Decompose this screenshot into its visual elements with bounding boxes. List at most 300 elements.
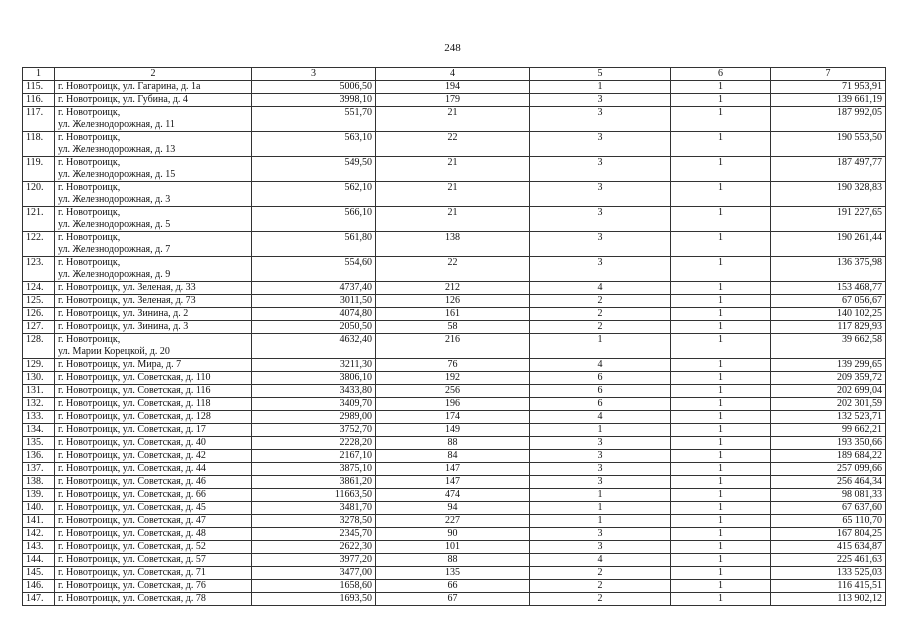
col6-cell: 1 <box>671 450 771 463</box>
area-cell: 3977,20 <box>252 554 376 567</box>
col5-cell: 1 <box>530 502 671 515</box>
table-row <box>23 182 886 207</box>
count-cell: 174 <box>376 411 530 424</box>
table-row <box>23 359 886 372</box>
col5-cell: 3 <box>530 94 671 107</box>
address-line-1: г. Новотроицк, ул. Зеленая, д. 73 <box>58 295 196 306</box>
col6-cell: 1 <box>671 132 771 157</box>
table-row <box>23 372 886 385</box>
col6-cell: 1 <box>671 308 771 321</box>
address-cell <box>55 321 252 334</box>
col6-cell: 1 <box>671 593 771 606</box>
col-header-3: 3 <box>252 68 376 81</box>
col5-cell: 1 <box>530 489 671 502</box>
col-header-4: 4 <box>376 68 530 81</box>
area-cell: 551,70 <box>252 107 376 132</box>
table-row <box>23 580 886 593</box>
address-line-1: г. Новотроицк, ул. Зинина, д. 2 <box>58 308 189 319</box>
count-cell: 212 <box>376 282 530 295</box>
area-cell: 2989,00 <box>252 411 376 424</box>
row-number: 122. <box>23 232 55 257</box>
address-cell <box>55 515 252 528</box>
row-number: 134. <box>23 424 55 437</box>
amount-cell: 67 637,60 <box>771 502 886 515</box>
amount-cell: 113 902,12 <box>771 593 886 606</box>
table-row <box>23 489 886 502</box>
count-cell: 66 <box>376 580 530 593</box>
area-cell: 5006,50 <box>252 81 376 94</box>
address-line-1: г. Новотроицк, ул. Советская, д. 47 <box>58 515 206 526</box>
address-line-1: г. Новотроицк, ул. Советская, д. 45 <box>58 502 206 513</box>
col6-cell: 1 <box>671 502 771 515</box>
table-row <box>23 554 886 567</box>
address-line-2: ул. Железнодорожная, д. 5 <box>58 219 171 230</box>
col6-cell: 1 <box>671 321 771 334</box>
col6-cell: 1 <box>671 81 771 94</box>
count-cell: 94 <box>376 502 530 515</box>
table-row <box>23 321 886 334</box>
amount-cell: 167 804,25 <box>771 528 886 541</box>
table-row <box>23 107 886 132</box>
area-cell: 1658,60 <box>252 580 376 593</box>
row-number: 141. <box>23 515 55 528</box>
count-cell: 22 <box>376 132 530 157</box>
address-line-1: г. Новотроицк, ул. Советская, д. 17 <box>58 424 206 435</box>
row-number: 123. <box>23 257 55 282</box>
amount-cell: 189 684,22 <box>771 450 886 463</box>
count-cell: 21 <box>376 207 530 232</box>
col5-cell: 4 <box>530 359 671 372</box>
row-number: 138. <box>23 476 55 489</box>
count-cell: 161 <box>376 308 530 321</box>
col5-cell: 3 <box>530 437 671 450</box>
table-row <box>23 157 886 182</box>
address-line-1: г. Новотроицк, <box>58 157 121 168</box>
area-cell: 3998,10 <box>252 94 376 107</box>
row-number: 118. <box>23 132 55 157</box>
address-cell <box>55 567 252 580</box>
col5-cell: 2 <box>530 593 671 606</box>
count-cell: 135 <box>376 567 530 580</box>
amount-cell: 98 081,33 <box>771 489 886 502</box>
row-number: 131. <box>23 385 55 398</box>
address-line-1: г. Новотроицк, <box>58 132 121 143</box>
address-cell <box>55 295 252 308</box>
col6-cell: 1 <box>671 207 771 232</box>
col5-cell: 4 <box>530 554 671 567</box>
area-cell: 3011,50 <box>252 295 376 308</box>
row-number: 135. <box>23 437 55 450</box>
col-header-1: 1 <box>23 68 55 81</box>
col6-cell: 1 <box>671 580 771 593</box>
row-number: 126. <box>23 308 55 321</box>
address-cell <box>55 232 252 257</box>
amount-cell: 190 261,44 <box>771 232 886 257</box>
count-cell: 256 <box>376 385 530 398</box>
address-line-1: г. Новотроицк, ул. Губина, д. 4 <box>58 94 188 105</box>
area-cell: 549,50 <box>252 157 376 182</box>
col-header-2: 2 <box>55 68 252 81</box>
table-row <box>23 308 886 321</box>
address-cell <box>55 282 252 295</box>
amount-cell: 202 699,04 <box>771 385 886 398</box>
address-line-1: г. Новотроицк, ул. Советская, д. 44 <box>58 463 206 474</box>
count-cell: 138 <box>376 232 530 257</box>
address-cell <box>55 476 252 489</box>
table-row <box>23 295 886 308</box>
col5-cell: 2 <box>530 321 671 334</box>
address-cell <box>55 502 252 515</box>
col5-cell: 3 <box>530 132 671 157</box>
row-number: 124. <box>23 282 55 295</box>
address-cell <box>55 372 252 385</box>
address-line-1: г. Новотроицк, ул. Советская, д. 71 <box>58 567 206 578</box>
row-number: 146. <box>23 580 55 593</box>
address-cell <box>55 257 252 282</box>
page-number: 248 <box>444 42 461 54</box>
count-cell: 179 <box>376 94 530 107</box>
col5-cell: 1 <box>530 334 671 359</box>
amount-cell: 202 301,59 <box>771 398 886 411</box>
col5-cell: 3 <box>530 450 671 463</box>
row-number: 142. <box>23 528 55 541</box>
col6-cell: 1 <box>671 567 771 580</box>
address-line-2: ул. Железнодорожная, д. 7 <box>58 244 171 255</box>
count-cell: 149 <box>376 424 530 437</box>
col6-cell: 1 <box>671 385 771 398</box>
address-cell <box>55 554 252 567</box>
table-row <box>23 528 886 541</box>
table-row <box>23 207 886 232</box>
table-row <box>23 411 886 424</box>
col6-cell: 1 <box>671 372 771 385</box>
col6-cell: 1 <box>671 515 771 528</box>
col5-cell: 6 <box>530 385 671 398</box>
address-line-1: г. Новотроицк, ул. Зинина, д. 3 <box>58 321 189 332</box>
col6-cell: 1 <box>671 232 771 257</box>
address-line-1: г. Новотроицк, <box>58 257 121 268</box>
table-row <box>23 132 886 157</box>
count-cell: 192 <box>376 372 530 385</box>
table-row <box>23 593 886 606</box>
count-cell: 88 <box>376 554 530 567</box>
col5-cell: 6 <box>530 398 671 411</box>
address-cell <box>55 593 252 606</box>
address-cell <box>55 437 252 450</box>
address-line-1: г. Новотроицк, <box>58 232 121 243</box>
amount-cell: 225 461,63 <box>771 554 886 567</box>
count-cell: 90 <box>376 528 530 541</box>
area-cell: 4632,40 <box>252 334 376 359</box>
area-cell: 3875,10 <box>252 463 376 476</box>
amount-cell: 191 227,65 <box>771 207 886 232</box>
table-row <box>23 94 886 107</box>
col6-cell: 1 <box>671 528 771 541</box>
row-number: 117. <box>23 107 55 132</box>
col6-cell: 1 <box>671 107 771 132</box>
count-cell: 147 <box>376 476 530 489</box>
address-line-1: г. Новотроицк, ул. Советская, д. 76 <box>58 580 206 591</box>
area-cell: 554,60 <box>252 257 376 282</box>
table-row <box>23 81 886 94</box>
address-cell <box>55 489 252 502</box>
col-header-7: 7 <box>771 68 886 81</box>
address-cell <box>55 94 252 107</box>
col6-cell: 1 <box>671 334 771 359</box>
table-row <box>23 334 886 359</box>
col6-cell: 1 <box>671 182 771 207</box>
table-row <box>23 502 886 515</box>
row-number: 129. <box>23 359 55 372</box>
amount-cell: 190 328,83 <box>771 182 886 207</box>
count-cell: 147 <box>376 463 530 476</box>
address-line-1: г. Новотроицк, ул. Советская, д. 46 <box>58 476 206 487</box>
amount-cell: 256 464,34 <box>771 476 886 489</box>
amount-cell: 257 099,66 <box>771 463 886 476</box>
address-cell <box>55 398 252 411</box>
table-row <box>23 257 886 282</box>
table-row <box>23 437 886 450</box>
col5-cell: 6 <box>530 372 671 385</box>
col6-cell: 1 <box>671 463 771 476</box>
address-line-2: ул. Железнодорожная, д. 11 <box>58 119 175 130</box>
row-number: 119. <box>23 157 55 182</box>
address-cell <box>55 541 252 554</box>
col6-cell: 1 <box>671 257 771 282</box>
col6-cell: 1 <box>671 295 771 308</box>
amount-cell: 67 056,67 <box>771 295 886 308</box>
table-row <box>23 232 886 257</box>
table-row <box>23 398 886 411</box>
address-cell <box>55 207 252 232</box>
col5-cell: 3 <box>530 107 671 132</box>
address-cell <box>55 107 252 132</box>
col5-cell: 4 <box>530 411 671 424</box>
area-cell: 3481,70 <box>252 502 376 515</box>
address-line-2: ул. Железнодорожная, д. 3 <box>58 194 171 205</box>
col6-cell: 1 <box>671 157 771 182</box>
amount-cell: 190 553,50 <box>771 132 886 157</box>
address-line-1: г. Новотроицк, ул. Советская, д. 66 <box>58 489 206 500</box>
count-cell: 227 <box>376 515 530 528</box>
col5-cell: 3 <box>530 463 671 476</box>
area-cell: 3806,10 <box>252 372 376 385</box>
address-cell <box>55 182 252 207</box>
row-number: 132. <box>23 398 55 411</box>
col6-cell: 1 <box>671 541 771 554</box>
address-cell <box>55 157 252 182</box>
area-cell: 1693,50 <box>252 593 376 606</box>
count-cell: 474 <box>376 489 530 502</box>
area-cell: 566,10 <box>252 207 376 232</box>
amount-cell: 99 662,21 <box>771 424 886 437</box>
address-line-1: г. Новотроицк, <box>58 207 121 218</box>
col6-cell: 1 <box>671 398 771 411</box>
row-number: 143. <box>23 541 55 554</box>
area-cell: 4074,80 <box>252 308 376 321</box>
col5-cell: 3 <box>530 182 671 207</box>
col5-cell: 3 <box>530 541 671 554</box>
row-number: 128. <box>23 334 55 359</box>
address-cell <box>55 424 252 437</box>
address-line-1: г. Новотроицк, ул. Мира, д. 7 <box>58 359 182 370</box>
address-line-1: г. Новотроицк, ул. Гагарина, д. 1а <box>58 81 201 92</box>
col5-cell: 3 <box>530 232 671 257</box>
address-cell <box>55 334 252 359</box>
address-cell <box>55 308 252 321</box>
table-row <box>23 567 886 580</box>
address-line-1: г. Новотроицк, <box>58 107 121 118</box>
housing-table <box>22 67 886 606</box>
address-line-1: г. Новотроицк, ул. Советская, д. 78 <box>58 593 206 604</box>
address-line-2: ул. Железнодорожная, д. 13 <box>58 144 176 155</box>
count-cell: 88 <box>376 437 530 450</box>
col5-cell: 1 <box>530 81 671 94</box>
count-cell: 21 <box>376 157 530 182</box>
address-cell <box>55 580 252 593</box>
area-cell: 562,10 <box>252 182 376 207</box>
address-cell <box>55 450 252 463</box>
row-number: 133. <box>23 411 55 424</box>
col6-cell: 1 <box>671 554 771 567</box>
address-line-1: г. Новотроицк, ул. Советская, д. 57 <box>58 554 206 565</box>
area-cell: 3278,50 <box>252 515 376 528</box>
col-header-5: 5 <box>530 68 671 81</box>
area-cell: 3477,00 <box>252 567 376 580</box>
amount-cell: 132 523,71 <box>771 411 886 424</box>
area-cell: 3752,70 <box>252 424 376 437</box>
address-line-1: г. Новотроицк, ул. Советская, д. 128 <box>58 411 211 422</box>
col5-cell: 1 <box>530 515 671 528</box>
count-cell: 194 <box>376 81 530 94</box>
address-line-1: г. Новотроицк, <box>58 334 121 345</box>
amount-cell: 140 102,25 <box>771 308 886 321</box>
address-line-1: г. Новотроицк, ул. Советская, д. 52 <box>58 541 206 552</box>
col5-cell: 3 <box>530 528 671 541</box>
address-line-1: г. Новотроицк, ул. Советская, д. 40 <box>58 437 206 448</box>
row-number: 144. <box>23 554 55 567</box>
amount-cell: 153 468,77 <box>771 282 886 295</box>
col5-cell: 4 <box>530 282 671 295</box>
table-row <box>23 515 886 528</box>
col-header-6: 6 <box>671 68 771 81</box>
address-cell <box>55 132 252 157</box>
col6-cell: 1 <box>671 282 771 295</box>
address-line-1: г. Новотроицк, ул. Советская, д. 110 <box>58 372 211 383</box>
col5-cell: 3 <box>530 476 671 489</box>
address-line-1: г. Новотроицк, ул. Советская, д. 48 <box>58 528 206 539</box>
count-cell: 196 <box>376 398 530 411</box>
count-cell: 101 <box>376 541 530 554</box>
amount-cell: 139 661,19 <box>771 94 886 107</box>
area-cell: 3409,70 <box>252 398 376 411</box>
area-cell: 563,10 <box>252 132 376 157</box>
col5-cell: 2 <box>530 308 671 321</box>
address-line-2: ул. Железнодорожная, д. 9 <box>58 269 171 280</box>
address-line-1: г. Новотроицк, ул. Зеленая, д. 33 <box>58 282 196 293</box>
amount-cell: 136 375,98 <box>771 257 886 282</box>
amount-cell: 209 359,72 <box>771 372 886 385</box>
area-cell: 2050,50 <box>252 321 376 334</box>
row-number: 116. <box>23 94 55 107</box>
table-row <box>23 476 886 489</box>
row-number: 137. <box>23 463 55 476</box>
row-number: 121. <box>23 207 55 232</box>
area-cell: 2345,70 <box>252 528 376 541</box>
col5-cell: 3 <box>530 257 671 282</box>
row-number: 120. <box>23 182 55 207</box>
area-cell: 11663,50 <box>252 489 376 502</box>
col5-cell: 2 <box>530 567 671 580</box>
col6-cell: 1 <box>671 489 771 502</box>
col6-cell: 1 <box>671 94 771 107</box>
row-number: 125. <box>23 295 55 308</box>
count-cell: 216 <box>376 334 530 359</box>
amount-cell: 187 992,05 <box>771 107 886 132</box>
col5-cell: 2 <box>530 295 671 308</box>
amount-cell: 133 525,03 <box>771 567 886 580</box>
address-line-1: г. Новотроицк, ул. Советская, д. 118 <box>58 398 211 409</box>
address-line-2: ул. Марии Корецкой, д. 20 <box>58 346 170 357</box>
row-number: 140. <box>23 502 55 515</box>
amount-cell: 65 110,70 <box>771 515 886 528</box>
address-line-1: г. Новотроицк, <box>58 182 121 193</box>
address-cell <box>55 385 252 398</box>
table-row <box>23 424 886 437</box>
col5-cell: 3 <box>530 207 671 232</box>
amount-cell: 139 299,65 <box>771 359 886 372</box>
col6-cell: 1 <box>671 476 771 489</box>
address-line-1: г. Новотроицк, ул. Советская, д. 116 <box>58 385 211 396</box>
count-cell: 67 <box>376 593 530 606</box>
row-number: 130. <box>23 372 55 385</box>
address-line-1: г. Новотроицк, ул. Советская, д. 42 <box>58 450 206 461</box>
count-cell: 21 <box>376 182 530 207</box>
amount-cell: 117 829,93 <box>771 321 886 334</box>
col6-cell: 1 <box>671 411 771 424</box>
address-cell <box>55 528 252 541</box>
table-row <box>23 450 886 463</box>
area-cell: 2167,10 <box>252 450 376 463</box>
col6-cell: 1 <box>671 437 771 450</box>
area-cell: 3433,80 <box>252 385 376 398</box>
count-cell: 21 <box>376 107 530 132</box>
address-cell <box>55 411 252 424</box>
address-cell <box>55 81 252 94</box>
area-cell: 2622,30 <box>252 541 376 554</box>
amount-cell: 415 634,87 <box>771 541 886 554</box>
col5-cell: 1 <box>530 424 671 437</box>
area-cell: 561,80 <box>252 232 376 257</box>
address-line-2: ул. Железнодорожная, д. 15 <box>58 169 176 180</box>
amount-cell: 116 415,51 <box>771 580 886 593</box>
address-cell <box>55 359 252 372</box>
count-cell: 22 <box>376 257 530 282</box>
area-cell: 3861,20 <box>252 476 376 489</box>
table-row <box>23 541 886 554</box>
table-row <box>23 282 886 295</box>
row-number: 127. <box>23 321 55 334</box>
col5-cell: 3 <box>530 157 671 182</box>
row-number: 139. <box>23 489 55 502</box>
row-number: 136. <box>23 450 55 463</box>
count-cell: 126 <box>376 295 530 308</box>
count-cell: 76 <box>376 359 530 372</box>
amount-cell: 187 497,77 <box>771 157 886 182</box>
area-cell: 3211,30 <box>252 359 376 372</box>
row-number: 115. <box>23 81 55 94</box>
count-cell: 58 <box>376 321 530 334</box>
